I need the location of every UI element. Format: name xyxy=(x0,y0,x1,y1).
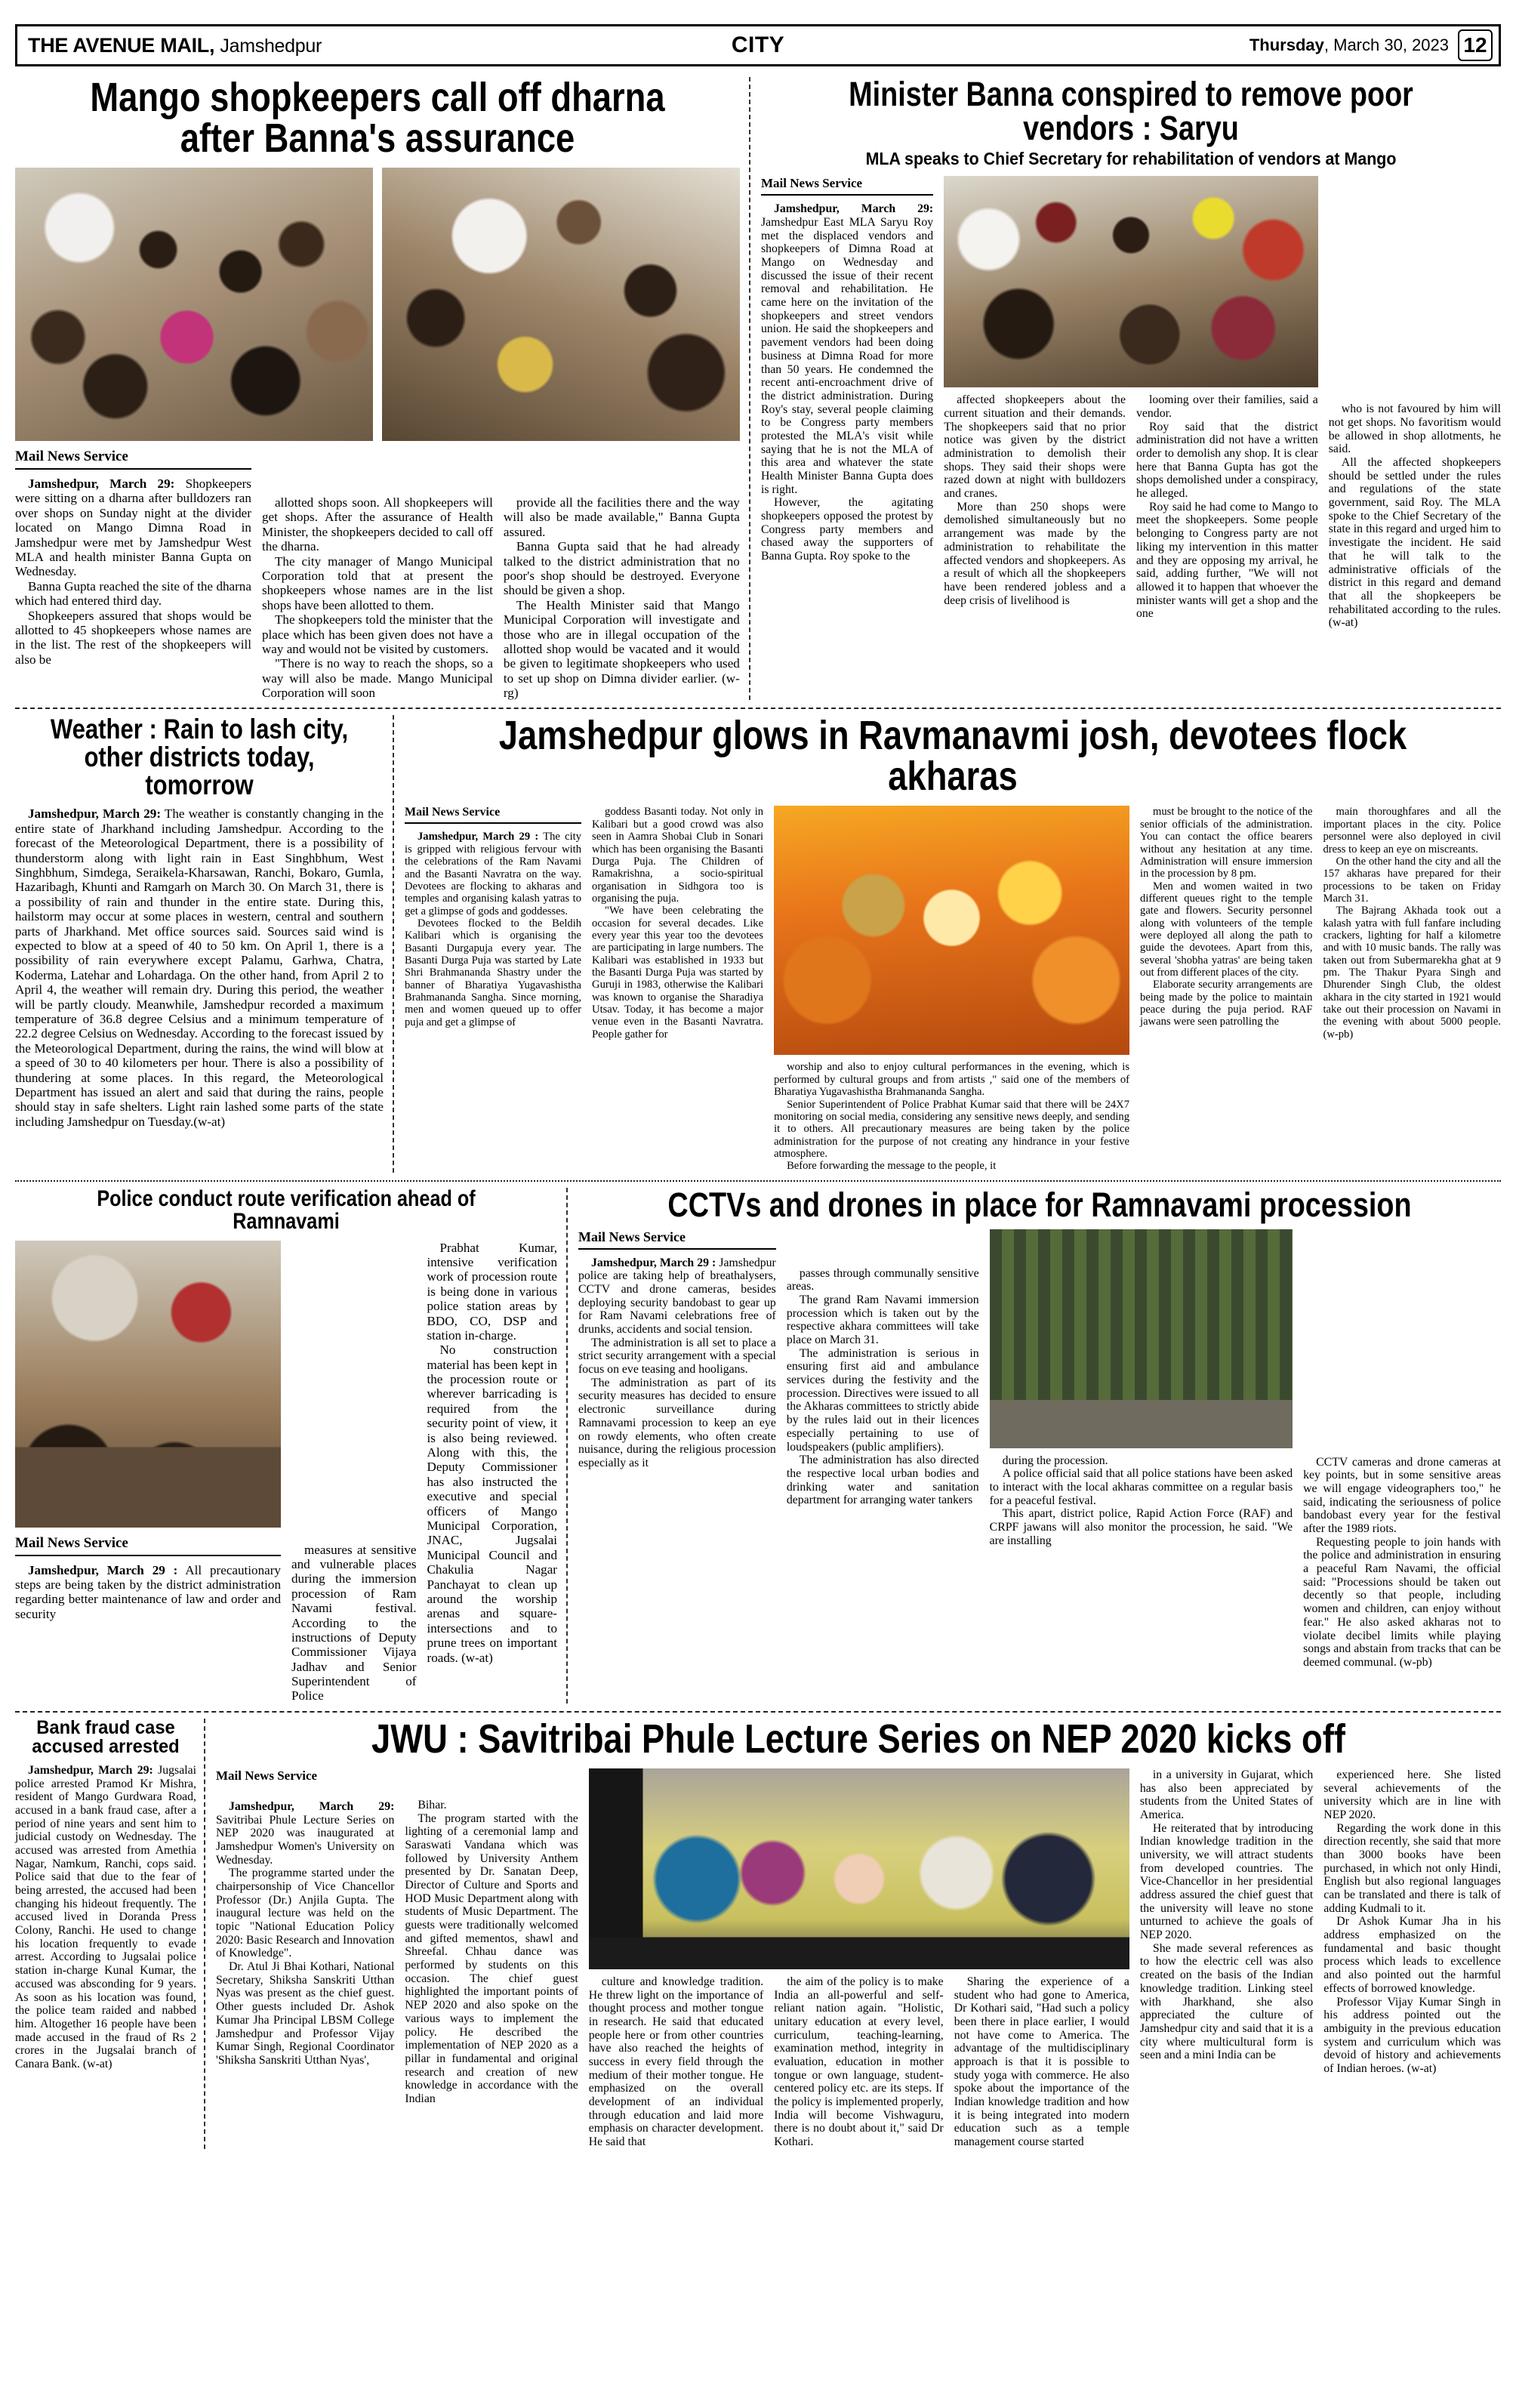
minister-photo-col xyxy=(938,176,1323,630)
mango-col-2 xyxy=(257,449,498,700)
article-police-route xyxy=(15,1188,566,1703)
ravmanavmi-col-3 xyxy=(774,1061,1129,1172)
paragraph: main thoroughfares and all the important places in the city. Police personnel were also deployed in civil dress to keep an eye on miscreants. xyxy=(1323,806,1501,856)
divider-row2 xyxy=(15,1180,1501,1182)
paragraph: the aim of the policy is to make India an all-powerful and self-reliant nation again. "Holistic, unitary education at every level, curriculum, teaching-learning, examination method, integrity in evaluation, education in mother tongue or own language, student-centered policy etc. are its steps. If the policy is implemented properly, India will become Vishwaguru, there is no doubt about it," said Dr Kothari. xyxy=(774,1975,944,2149)
minister-col-4 xyxy=(1323,176,1501,630)
jwu-subcols xyxy=(589,1975,1129,2149)
section-name: CITY xyxy=(731,32,785,57)
ravmanavmi-photo-col xyxy=(769,806,1135,1172)
paragraph: He reiterated that by introducing Indian knowledge tradition in the university, we will attract students from developed countries. The Vice-Chancellor in her presidential address assured the chief guest that the university will leave no stone unturned to achieve the goals of NEP 2020. xyxy=(1139,1821,1314,1942)
police-col-3 xyxy=(422,1241,558,1703)
mango-photo-strip xyxy=(15,168,740,441)
paragraph: The administration has also directed the respective local urban bodies and drinking water and sanitation department for arranging water tankers xyxy=(786,1454,979,1507)
jwu-photo-col xyxy=(584,1768,1135,2149)
article-bank-fraud xyxy=(15,1716,204,2149)
mango-col-1 xyxy=(15,449,257,700)
police-route-verification-photo xyxy=(15,1241,281,1528)
cctv-col-4 xyxy=(1298,1229,1501,1670)
paragraph: Jamshedpur, March 29: Shopkeepers were sitting on a dharna after bulldozers ran over shops on Sunday night at the divider located on Mango Dimna Road in Jamshedpur were met by Jamshedpur West MLA and health minister Banna Gupta on Wednesday. xyxy=(15,476,251,579)
bank-fraud-body xyxy=(15,1764,196,2071)
paragraph: CCTV cameras and drone cameras at key points, but in some sensitive areas we will engage videographers too," he said, indicating the seriousness of police bandobast every year for the festival after the 1989 riots. xyxy=(1303,1455,1501,1535)
paragraph: Shopkeepers assured that shops would be allotted to 45 shopkeepers whose names are in the list. The rest of the shopkeepers will also be xyxy=(15,608,251,667)
paragraph: Jamshedpur, March 29 : Jamshedpur police are taking help of breathalysers, CCTV and drone cameras, besides deploying security bandobast to gear up for Ram Navami celebrations free of drunks, accidents and social tension. xyxy=(578,1256,776,1336)
paragraph: More than 250 shops were demolished simultaneously but no arrangement was made by the administration to rehabilitate the affected vendors and shopkeepers. As a result of which all the shopkeepers have been rendered jobless and a deep crisis of livelihood is xyxy=(944,500,1126,607)
paragraph: culture and knowledge tradition. He threw light on the importance of thought process and mother tongue in research. He said that educated people here or from other countries have also reached the heights of success in every field through the medium of their mother tongue. He emphasized on the overall development of an individual through education and laid more emphasis on character development. He said that xyxy=(588,1975,764,2149)
paragraph: "We have been celebrating the occasion for several decades. Like every year this year too the devotees are participating in large numbers. The Kalibari was established in 1933 but the Basanti Durga Puja was started by Guruji in 1983, otherwise the Kalibari was known to organise the Sharadiya Utsav. Today, it has become a major venue even in the Basanti Navratra. People gather for xyxy=(592,905,764,1041)
ravmanavmi-col-2 xyxy=(587,806,769,1172)
paragraph: She made several references as to how the electric cell was also created on the basis of the Indian knowledge tradition. Linking steel with Jharkhand, she also appreciated the culture of Jamshedpur city and said that it is a city where multicultural form is seen and a mini India can be xyxy=(1139,1941,1314,2062)
subheadline-minister-banna: MLA speaks to Chief Secretary for rehabilitation of vendors at Mango xyxy=(865,149,1397,168)
paragraph: experienced here. She listed several achievements of the university which are in line with NEP 2020. xyxy=(1323,1768,1501,1821)
paragraph: However, the agitating shopkeepers opposed the protest by Congress party members and chased away the supporters of Banna Gupta. Roy spoke to the xyxy=(761,496,934,563)
paper-city: Jamshedpur xyxy=(220,35,322,57)
security-forces-deployment-photo xyxy=(990,1229,1293,1448)
paragraph: Jamshedpur, March 29: Jamshedpur East MLA Saryu Roy met the displaced vendors and shopkeepers of Dimna Road at Mango on Wednesday and discussed the issue of their recent removal and rehabilitation. He came here on the invitation of the shopkeepers and street vendors union. He said the shopkeepers and pavement vendors had been doing business at Dimna Road for more than 50 years. He condemned the recent anti-encroachment drive of the district administration. During Roy's stay, several people claiming to be Congress party members protested the MLA's visit while saying that he is not the MLA of this area and whatever the state Health Minister Banna Gupta does is right. xyxy=(761,202,934,496)
cctv-col-2 xyxy=(781,1229,984,1670)
page-number: 12 xyxy=(1458,29,1493,61)
paragraph: Jamshedpur, March 29 : All precautionary steps are being taken by the district administration regarding better maintenance of law and order and security xyxy=(15,1562,281,1621)
paragraph: Devotees flocked to the Beldih Kalibari which is organising the Basanti Durgapuja every year. The Basanti Durga Puja was started by Late Shri Brahmananda Shastry under the banner of Bharatiya Yugavashistha Brahmananda Sangha. Since morning, men and women queued up to offer puja and get a glimpse of xyxy=(405,917,582,1028)
saryu-roy-meeting-vendors-photo xyxy=(944,176,1318,387)
weekday: Thursday xyxy=(1249,35,1324,54)
paragraph: This apart, district police, Rapid Action Force (RAF) and CRPF jawans will also monitor the procession, he said. "We are installing xyxy=(989,1507,1293,1547)
byline-rule xyxy=(761,194,933,196)
paragraph: Banna Gupta reached the site of the dharna which had entered third day. xyxy=(15,578,251,609)
paragraph: provide all the facilities there and the way will also be made available," Banna Gupta assured. xyxy=(503,495,740,539)
headline-mango-dharna: Mango shopkeepers call off dharna after Banna's assurance xyxy=(90,75,665,161)
paragraph: Sharing the experience of a student who had gone to America, Dr Kothari said, "Had such a policy been there in place earlier, I would not have come to America. The advantage of the multidisciplinary approach is that it is possible to study yoga with commerce. He also spoke about the importance of the Indian knowledge tradition and how it is being integrated into modern education such as a temple management course started xyxy=(954,1975,1129,2149)
byline-ravmanavmi: Mail News Service xyxy=(405,806,501,819)
paragraph: measures at sensitive and vulnerable places during the immersion procession of Ram Navami festival. According to the instructions of Deputy Commissioner Vijaya Jadhav and Senior Superintendent of Police xyxy=(291,1542,417,1703)
divider-row1 xyxy=(15,708,1501,709)
cctv-body xyxy=(578,1229,1501,1670)
paragraph: "There is no way to reach the shops, so a way will also be made. Mango Municipal Corporation will soon xyxy=(261,656,493,701)
byline-cctv: Mail News Service xyxy=(578,1229,686,1244)
article-cctv-drones xyxy=(566,1185,1501,1703)
paragraph: allotted shops soon. All shopkeepers will get shops. After the assurance of Health Minister, the shopkeepers decided to call off the dharna. xyxy=(261,495,493,554)
paragraph: Roy said that the district administration did not have a written order to demolish any shop. It is clear here that Banna Gupta has got the shops demolished under a conspiracy, he alleged. xyxy=(1135,420,1318,501)
row-two xyxy=(15,715,1501,1172)
paragraph: during the procession. xyxy=(1002,1454,1108,1467)
cctv-col-1 xyxy=(578,1229,781,1670)
byline-mango: Mail News Service xyxy=(15,449,128,464)
police-col-2 xyxy=(286,1241,422,1703)
headline-weather: Weather : Rain to lash city, other districts today, tomorrow xyxy=(50,714,349,801)
paragraph: worship and also to enjoy cultural performances in the evening, which is performed by cultural groups and from artists ," said one of the members of Bharatiya Yugavashistha Brahmananda Sangha. xyxy=(774,1061,1130,1099)
police-col-1 xyxy=(15,1535,281,1622)
headline-minister-banna: Minister Banna conspired to remove poor vendors : Saryu xyxy=(849,75,1413,147)
minister-addressing-photo xyxy=(382,168,740,441)
paragraph: The shopkeepers told the minister that the place which has been given does not have a way and would not be visited by customers. xyxy=(261,612,493,656)
row-four xyxy=(15,1716,1501,2149)
article-minister-banna xyxy=(749,77,1501,700)
minister-col-2 xyxy=(944,393,1131,621)
headline-cctv-drones: CCTVs and drones in place for Ramnavami procession xyxy=(667,1185,1412,1224)
paragraph: Men and women waited in two different queues right to the temple gate and flowers. Security personnel along with volunteers of the temple were deployed all along the path to guide the devotees. Apart from this, several 'shobha yatras' are being taken out from different places of the city. xyxy=(1140,880,1313,979)
article-mango-dharna xyxy=(15,77,749,700)
paper-name: THE AVENUE MAIL, xyxy=(28,33,215,57)
cctv-col-3 xyxy=(990,1454,1293,1548)
row-top xyxy=(15,77,1501,700)
headline-ravmanavmi: Jamshedpur glows in Ravmanavmi josh, devotees flock akharas xyxy=(498,713,1407,800)
paragraph: Elaborate security arrangements are being made by the police to maintain peace during the puja period. RAF jawans were seen patrolling the xyxy=(1140,979,1313,1028)
paragraph: Jamshedpur, March 29 : The city is gripped with religious fervour with the celebrations of the Ram Navami and the Basanti Navratra on the way. Devotees are flocking to akharas and temples and organising kalash yatras to get a glimpse of gods and goddesses. xyxy=(405,831,582,917)
paragraph: All the affected shopkeepers should be settled under the rules and regulations of the state government, said Roy. The MLA spoke to the Chief Secretary of the state in this regard and urged him to investigate the incident. He said that he will talk to the administrative officials of the district in this regard and demand that all the shopkeepers be rehabilitated according to the rules. (w-at) xyxy=(1328,456,1501,630)
paragraph: Jamshedpur, March 29: The weather is constantly changing in the entire state of Jharkhand including Jamshedpur. According to the forecast of the Meteorological Department, there is a possibility of thunderstorm along with light rain in East Singhbhum, West Singhbhum, Simdega, Seraikela-Kharsawan, Ranchi, Bokaro, Gumla, Hazaribagh, Khunti and Ramgarh on March 30. On March 31, there is a possibility of rain and thunder in the entire state. During this, hailstorm may occur at some places in western, central and southern parts of Jharkhand. Met office sources said. Sources said wind is expected to blow at a speed of 40 to 50 km. On April 1, there is a possibility of rain everywhere except Palamu, Garhwa, Chatra, Koderma, Latehar and Lohardaga. On the other hand, from April 2 to April 4, the weather will remain dry. During this period, the weather will be partly cloudy. Meanwhile, Jamshedpur recorded a maximum temperature of 36.8 degree Celsius and a minimum temperature of 22.2 degree Celsius on Wednesday. According to the forecast issued by the Meteorological Department, during the rains, the wind will blow at a speed of 30 to 40 kilometers per hour. There is also a possibility of thundering at some places. In this regard, the Meteorological Department has issued an alert and said that during the rains, people should stay in safe shelters. Light rain lashed some parts of the state including Jamshedpur on Tuesday.(w-at) xyxy=(15,806,384,1129)
headline-police-route: Police conduct route verification ahead of Ramnavami xyxy=(97,1186,476,1234)
byline-rule xyxy=(405,822,581,824)
paragraph: Banna Gupta said that he had already talked to the district administration that no poor's shop should be destroyed. Everyone should be given a shop. xyxy=(503,539,740,598)
paragraph: in a university in Gujarat, which has also been appreciated by students from the United States of America. xyxy=(1139,1768,1314,1821)
paragraph: Senior Superintendent of Police Prabhat Kumar said that there will be 24X7 monitoring on social media, considering any sensitive news deeply, and sending it to others. All precautionary measures are being taken by the police administration for the purpose of not creating any hindrance in your festive atmosphere. xyxy=(774,1098,1130,1160)
masthead xyxy=(15,24,1501,66)
jwu-body xyxy=(216,1768,1501,2149)
paragraph: Professor Vijay Kumar Singh in his address pointed out the ambiguity in the previous education system and curriculum which was devoid of history and achievements of Indian heroes. (w-at) xyxy=(1323,1995,1501,2075)
jwu-col-1 xyxy=(216,1768,399,2149)
jwu-col-3 xyxy=(589,1975,769,2149)
paragraph: The administration is all set to place a strict security arrangement with a special focus on eve teasing and hooligans. xyxy=(578,1336,776,1377)
byline-rule xyxy=(15,1555,281,1556)
paragraph: Roy said he had come to Mango to meet the shopkeepers. Some people belonging to Congress party are not liking my intervention in this matter and they are opposing my arrival, he said, adding further, "We will not allowed it to happen that whoever the minister wants will get a shop and the one xyxy=(1135,500,1318,621)
jwu-col-6 xyxy=(1135,1768,1318,2149)
jwu-col-7 xyxy=(1318,1768,1501,2149)
article-weather xyxy=(15,715,393,1172)
byline-jwu: Mail News Service xyxy=(216,1768,318,1783)
ravmanavmi-col-5 xyxy=(1317,806,1500,1172)
paragraph: The grand Ram Navami immersion procession which is taken out by the respective akhara committees will take place on March 31. xyxy=(786,1293,979,1346)
police-body xyxy=(15,1241,557,1703)
paragraph: must be brought to the notice of the senior officials of the administration. You can contact the office bearers without any hesitation at any time. Administration will ensure immersion in the procession by 8 pm. xyxy=(1140,806,1313,880)
byline-police-route: Mail News Service xyxy=(15,1534,128,1551)
paragraph: The city manager of Mango Municipal Corporation told that at present the shopkeepers whose names are in the list shops have been allotted to them. xyxy=(261,553,493,612)
paragraph: The Bajrang Akhada took out a kalash yatra with full fanfare including crackers, lighting for half a kilometre and with 10 music bands. The rally was taken out from Subermarekha ghat at 9 pm. The Thakur Pyara Singh and Dhurender Singh Club, the oldest akhara in the city started in 1921 would take out their procession on Navami in the evening with about 5000 people. (w-pb) xyxy=(1323,905,1501,1041)
minister-body xyxy=(761,176,1501,630)
paragraph: Jamshedpur, March 29: Savitribai Phule Lecture Series on NEP 2020 was inaugurated at Jamshedpur Women's University on Wednesday. xyxy=(216,1799,395,1867)
paragraph: Before forwarding the message to the people, it xyxy=(787,1160,997,1173)
durga-puja-pandal-photo xyxy=(774,806,1129,1055)
article-ravmanavmi xyxy=(393,715,1501,1172)
date-text: , March 30, 2023 xyxy=(1323,35,1449,54)
paragraph: looming over their families, said a vendor. xyxy=(1135,393,1318,420)
police-photo-col xyxy=(15,1241,286,1703)
row-three xyxy=(15,1185,1501,1703)
divider-row3 xyxy=(15,1711,1501,1713)
paragraph: Prabhat Kumar, intensive verification work of procession route is being done in various police station areas by BDO, CO, DSP and station in-charge. xyxy=(427,1240,557,1343)
byline-rule xyxy=(15,468,251,470)
paragraph: The administration as part of its security measures has decided to ensure electronic surveillance during Ramnavami procession to keep an eye on rowdy elements, who often create nuisance, during the religious procession especially as it xyxy=(578,1376,776,1469)
minister-col-3 xyxy=(1131,393,1318,621)
paragraph: A police official said that all police stations have been asked to interact with the local akharas committee on a regular basis for a peaceful festival. xyxy=(989,1467,1293,1507)
ravmanavmi-body xyxy=(405,806,1501,1172)
byline-rule xyxy=(578,1248,776,1250)
paragraph: affected shopkeepers about the current situation and their demands. The shopkeepers said that no prior notice was given by the district administration to demolish their shops. They said their shops were razed down at night with bulldozers and cranes. xyxy=(944,393,1126,501)
paragraph: Dr Ashok Kumar Jha in his address emphasized on the fundamental and basic thought process which leads to excellence and also pointed out the harmful effects of borrowed knowledge. xyxy=(1323,1915,1501,1995)
ravmanavmi-col-4 xyxy=(1135,806,1317,1172)
paragraph: The administration is serious in ensuring first aid and ambulance services during the festivity and the procession. Directives were issued to all the Akharas committees to strictly abide by the rules laid out in their licences especially pertaining to use of loudspeakers (public amplifiers). xyxy=(786,1346,979,1454)
byline-minister: Mail News Service xyxy=(761,176,863,191)
mango-body xyxy=(15,449,740,700)
paragraph: Regarding the work done in this direction recently, she said that more than 3000 books have been purchased, in which not only Hindi, English but also regional languages can be translated and there is talk of adding Kudmali to it. xyxy=(1323,1821,1501,1915)
paragraph: On the other hand the city and all the 157 akharas have prepared for their processions to be taken on Friday March 31. xyxy=(1323,855,1501,905)
paragraph: No construction material has been kept in the procession route or wherever barricading is required from the security point of view, it is also being reviewed. Along with this, the Deputy Commissioner has also instructed the executive and special officers of Mango Municipal Corporation, JNAC, Jugsalai Municipal Council and Chakulia Nagar Panchayat to clean up around the worship arenas and square-intersections and to prune trees on important roads. (w-at) xyxy=(427,1343,557,1665)
jwu-felicitation-ceremony-photo xyxy=(589,1768,1129,1969)
minister-col-1 xyxy=(761,176,938,630)
headline-bank-fraud: Bank fraud case accused arrested xyxy=(32,1716,180,1757)
jwu-col-4 xyxy=(769,1975,948,2149)
cctv-photo-col xyxy=(984,1229,1298,1670)
paragraph: The Health Minister said that Mango Municipal Corporation will investigate and those who are in illegal occupation of the allotted shop would be vacated and it would be given to legitimate shopkeepers who used to set up shop on Dimna divider earlier. (w-rg) xyxy=(503,597,740,701)
weather-body xyxy=(15,806,384,1129)
paragraph: Requesting people to join hands with the police and administration in ensuring a peaceful Ram Navami, the official said: "Processions should be taken out decently so that people, including women and children, can enjoy without fear." He also asked akharas not to violate decibel limits while playing songs and abstain from tracks that can be deemed communal. (w-pb) xyxy=(1303,1535,1501,1669)
paragraph: Bihar. xyxy=(418,1798,447,1811)
paragraph: who is not favoured by him will not get shops. No favoritism would be allowed in shop allotments, he said. xyxy=(1328,402,1501,456)
paragraph: Jamshedpur, March 29: Jugsalai police arrested Pramod Kr Mishra, resident of Mango Gurdwara Road, accused in a bank fraud case, after a period of nine years and sent him to judicial custody on Wednesday. The accused was arrested from Amethia Nagar, Namkum, Ranchi, cops said. Police said that due to the fear of being arrested, the accused had been changing his hideout frequently. The accused lived in Doranda Press Colony, Ranchi. He used to change his location frequently to evade arrest. According to Jugsalai police station in-charge Kunal Kumar, the accused was absconding for 9 years. As soon as his location was found, the police team raided and nabbed him. Altogether 16 people have been made accused in the fraud of Rs 2 crores in the Jugsalai branch of Canara Bank. (w-at) xyxy=(15,1763,197,2070)
crowd-meeting-photo xyxy=(15,168,373,441)
paragraph: The programme started under the chairpersonship of Vice Chancellor Professor (Dr.) Anjila Gupta. The inaugural lecture was held on the topic "National Education Policy 2020: Basic Research and Innovation of Knowledge". xyxy=(216,1867,395,1960)
paragraph: Dr. Atul Ji Bhai Kothari, National Secretary, Shiksha Sanskriti Utthan Nyas was present as the chief guest. Other guests included Dr. Ashok Kumar Jha Principal LBSM College Jamshedpur and Professor Vijay Kumar Singh, Regional Coordinator 'Shiksha Sanskriti Utthan Nyas', xyxy=(216,1960,395,2067)
article-jwu-lecture xyxy=(204,1716,1501,2149)
paragraph: goddess Basanti today. Not only in Kalibari but a good crowd was also seen in Aamra Shobai Club in Sonari which has been organising the Basanti Durga Puja. The Children of Ramakrishna, a socio-spiritual organisation in Sidhgora too is organising the puja. xyxy=(592,806,764,905)
mango-col-3 xyxy=(498,449,740,700)
paragraph: passes through communally sensitive areas. xyxy=(786,1266,979,1293)
headline-jwu-lecture: JWU : Savitribai Phule Lecture Series on NEP 2020 kicks off xyxy=(371,1716,1345,1762)
jwu-col-5 xyxy=(949,1975,1129,2149)
ravmanavmi-col-1 xyxy=(405,806,587,1172)
paragraph: The program started with the lighting of a ceremonial lamp and Saraswati Vandana which was followed by University Anthem presented by Dr. Sanatan Deep, Director of Culture and Sports and HOD Music Department along with students of Music Department. The guests were traditionally welcomed and gifted mementos, shawl and Shreefal. Chhau dance was performed by students on this occasion. The chief guest highlighted the important points of NEP 2020 and also spoke on the various ways to implement the policy. He described the implementation of NEP 2020 as a pillar in fundamental and original research and creation of new knowledge in accordance with the Indian xyxy=(405,1811,578,2105)
jwu-col-2 xyxy=(399,1768,583,2149)
minister-subcols xyxy=(944,393,1318,621)
